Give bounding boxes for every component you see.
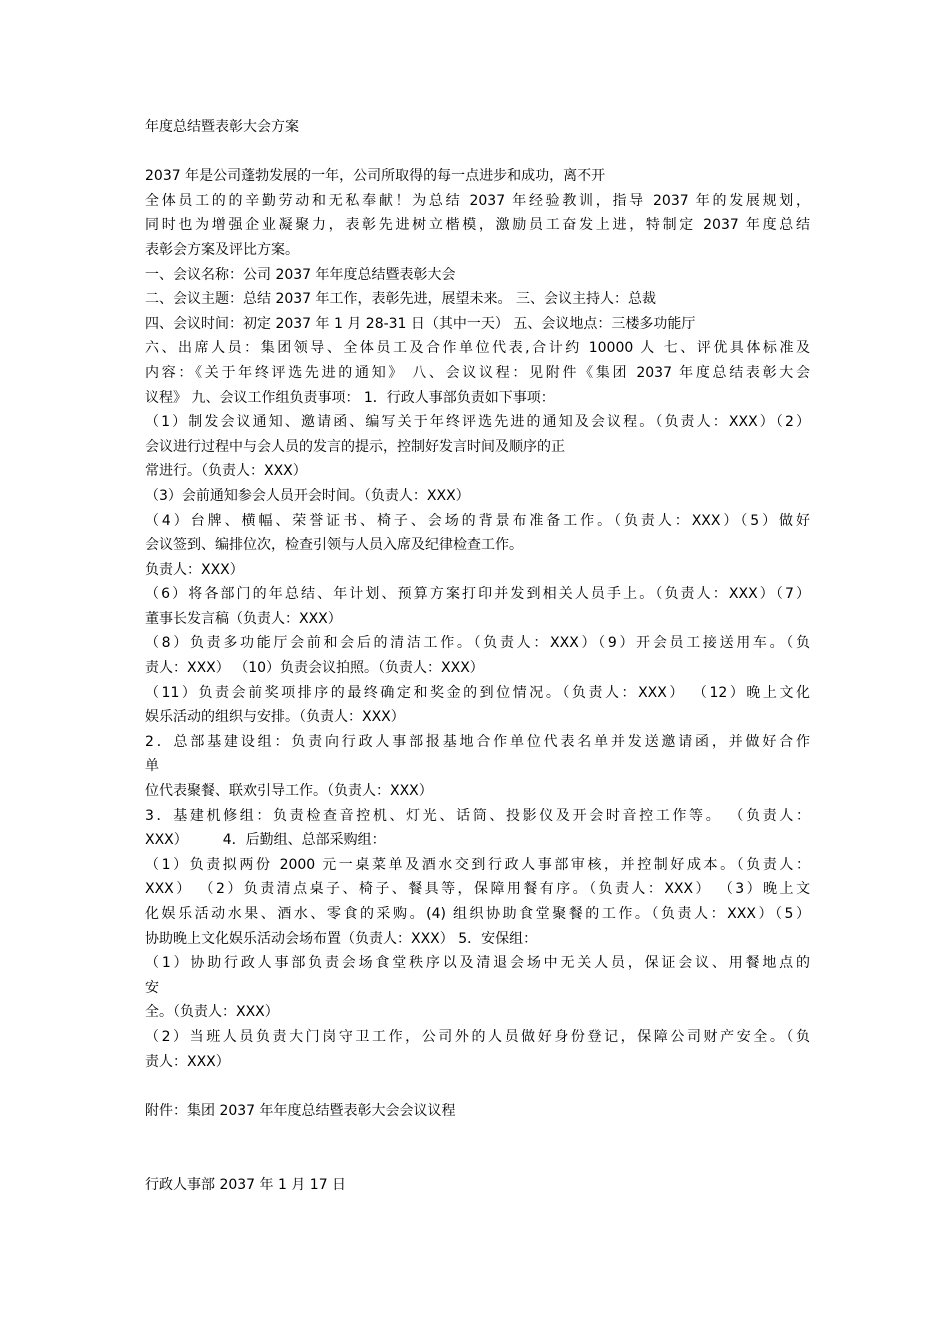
document-line: 会议进行过程中与会人员的发言的提示，控制好发言时间及顺序的正: [145, 438, 565, 455]
document-line: 协助晚上文化娱乐活动会场布置（负责人：XXX） 5．安保组：: [145, 930, 538, 947]
document-line: （1）负责拟两份 2000 元一桌菜单及酒水交到行政人事部审核，并控制好成本。（负责人：: [145, 856, 810, 873]
document-line: 四、会议时间：初定 2037 年 1 月 28-31 日（其中一天） 五、会议地点：三楼多功能厅: [145, 315, 696, 332]
document-line: 二、会议主题：总结 2037 年工作，表彰先进，展望未来。 三、会议主持人：总裁: [145, 291, 656, 308]
document-line: （1）制发会议通知、邀请函、编写关于年终评选先进的通知及会议程。（负责人：XXX）（2）: [145, 414, 810, 431]
document-line: 常进行。（负责人：XXX）: [145, 463, 307, 480]
document-line: （3）会前通知参会人员开会时间。（负责人：XXX）: [145, 487, 470, 504]
document-line: 3．基建机修组：负责检查音控机、灯光、话筒、投影仪及开会时音控工作等。 （负责人：: [145, 807, 810, 824]
document-line: （6）将各部门的年总结、年计划、预算方案打印并发到相关人员手上。（负责人：XXX）（7）: [145, 586, 810, 603]
document-line: 内容：《关于年终评选先进的通知》 八、会议议程：见附件《集团 2037 年度总结表彰大会: [145, 364, 810, 381]
document-line: 会议签到、编排位次，检查引领与人员入席及纪律检查工作。: [145, 537, 523, 554]
document-line: （2）当班人员负责大门岗守卫工作，公司外的人员做好身份登记，保障公司财产安全。（负: [145, 1028, 810, 1045]
document-line: 议程》 九、会议工作组负责事项： 1．行政人事部负责如下事项：: [145, 389, 555, 406]
document-title: 年度总结暨表彰大会方案: [145, 119, 299, 135]
document-line: 化娱乐活动水果、酒水、零食的采购。(4) 组织协助食堂聚餐的工作。（负责人：XXX）（5）: [145, 906, 810, 922]
document-line: （8）负责多功能厅会前和会后的清洁工作。（负责人：XXX）（9）开会员工接送用车。（负: [145, 635, 810, 652]
document-line: 单: [145, 758, 159, 775]
document-line: 负责人：XXX）: [145, 561, 244, 578]
document-line: （11）负责会前奖项排序的最终确定和奖金的到位情况。（负责人：XXX） （12）晚上文化: [145, 684, 810, 701]
document-line: 同时也为增强企业凝聚力，表彰先进树立楷模，激励员工奋发上进，特制定 2037 年度总结: [145, 217, 810, 234]
attachment-note: 附件：集团 2037 年年度总结暨表彰大会会议议程: [145, 1102, 456, 1119]
document-line: 一、会议名称：公司 2037 年年度总结暨表彰大会: [145, 266, 456, 283]
document-line: 责人：XXX） （10）负责会议拍照。（负责人：XXX）: [145, 660, 484, 677]
document-line: 表彰会方案及评比方案。: [145, 241, 299, 258]
document-body: [145, 115, 810, 1197]
document-paragraphs: [145, 164, 810, 1074]
document-line: 全体员工的的辛勤劳动和无私奉献！为总结 2037 年经验教训，指导 2037 年的发展规划，: [145, 192, 810, 209]
document-line: XXX） 4．后勤组、总部采购组：: [145, 832, 386, 849]
document-line: 安: [145, 979, 159, 996]
document-line: 2037 年是公司蓬勃发展的一年，公司所取得的每一点进步和成功，离不开: [145, 168, 606, 185]
document-line: 六、出席人员：集团领导、全体员工及合作单位代表,合计约 10000 人 七、评优具体标准及: [145, 340, 810, 357]
spacer: [145, 140, 810, 165]
document-line: 位代表聚餐、联欢引导工作。（负责人：XXX）: [145, 783, 433, 800]
document-line: 责人：XXX）: [145, 1053, 230, 1070]
signature-line: 行政人事部 2037 年 1 月 17 日: [145, 1176, 347, 1193]
document-line: XXX） （2）负责清点桌子、椅子、餐具等，保障用餐有序。（负责人：XXX） （3）晚上文: [145, 881, 810, 898]
document-line: （4）台牌、横幅、荣誉证书、椅子、会场的背景布准备工作。（负责人：XXX）（5）做好: [145, 512, 810, 529]
spacer: [145, 1123, 810, 1172]
spacer: [145, 1074, 810, 1099]
document-line: 董事长发言稿（负责人：XXX）: [145, 610, 342, 627]
document-line: 全。（负责人：XXX）: [145, 1004, 279, 1021]
document-line: （1）协助行政人事部负责会场食堂秩序以及清退会场中无关人员，保证会议、用餐地点的: [145, 955, 810, 972]
document-line: 2．总部基建设组：负责向行政人事部报基地合作单位代表名单并发送邀请函，并做好合作: [145, 733, 810, 750]
document-line: 娱乐活动的组织与安排。（负责人：XXX）: [145, 709, 405, 726]
